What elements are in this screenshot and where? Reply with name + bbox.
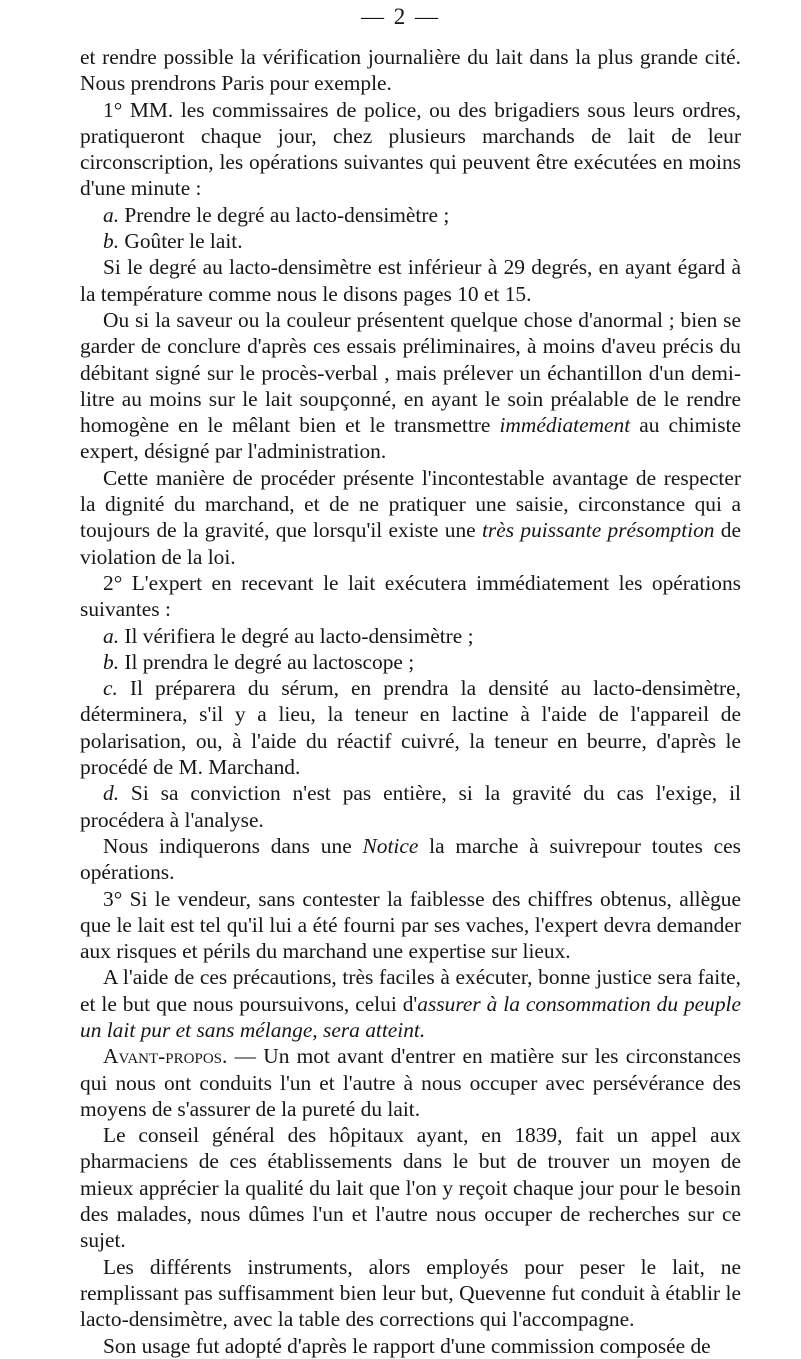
text-run: A l'aide de ces précautions, très faciles à exécuter, bonne justice sera faite, et le but que nous poursuivons, celui d' xyxy=(80,965,741,1016)
text-run: Les différents instruments, alors employés pour peser le lait, ne remplissant pas suffisamment bien leur but, Quevenne fut conduit à établir le lacto-densimètre, avec la table des corrections qui l'accompagne. xyxy=(80,1254,741,1332)
paragraph xyxy=(80,465,741,570)
paragraph xyxy=(80,833,741,886)
text-run: et rendre possible la vérification journalière du lait dans la plus grande cité. Nous prendrons Paris pour exemple. xyxy=(80,45,741,96)
paragraph xyxy=(80,964,741,1043)
paragraph xyxy=(80,97,741,202)
paragraph xyxy=(80,675,741,780)
italic-text: b. xyxy=(103,229,120,254)
italic-text: a. xyxy=(103,202,120,227)
text-run: Son usage fut adopté d'après le rapport d'une commission composée de xyxy=(103,1333,711,1358)
italic-text: Notice xyxy=(362,833,419,858)
paragraph xyxy=(80,307,741,465)
text-run: Il prendra le degré au lactoscope ; xyxy=(119,649,415,674)
paragraph xyxy=(80,623,741,649)
paragraph xyxy=(80,1122,741,1253)
text-run: la marche à suivrepour toutes ces opérations. xyxy=(80,833,741,885)
text-run: Il préparera du sérum, en prendra la densité au lacto-densimètre, déterminera, s'il y a lieu, la teneur en lactine à l'aide de l'appareil de polarisation, ou, à l'aide du réactif cuivré, la teneur en beurre, d'après le procédé de M. Marchand. xyxy=(80,676,741,780)
paragraph xyxy=(80,44,741,97)
italic-text: a. xyxy=(103,623,120,648)
italic-text: d. xyxy=(103,781,120,806)
italic-text: c. xyxy=(103,676,118,701)
italic-text: b. xyxy=(103,649,120,674)
paragraph xyxy=(80,780,741,833)
small-caps-heading: Avant-propos. xyxy=(103,1044,228,1069)
text-run: au chimiste expert, désigné par l'administration. xyxy=(80,413,741,464)
paragraph xyxy=(80,1043,741,1122)
text-run: Le conseil général des hôpitaux ayant, en 1839, fait un appel aux pharmaciens de ces établissements dans le but de trouver un moyen de mieux apprécier la qualité du lait que l'on y reçoit chaque jour pour le besoin des malades, nous dûmes l'un et l'autre nous occuper de recherches sur ce sujet. xyxy=(80,1123,741,1253)
paragraph xyxy=(80,570,741,623)
paragraph xyxy=(80,228,741,254)
text-run: Si le degré au lacto-densimètre est inférieur à 29 degrés, en ayant égard à la température comme nous le disons pages 10 et 15. xyxy=(80,255,741,306)
paragraph xyxy=(80,886,741,965)
italic-text: assurer à la consommation du peuple un lait pur et sans mélange, sera atteint. xyxy=(80,991,741,1042)
text-run: 3° Si le vendeur, sans contester la faiblesse des chiffres obtenus, allègue que le lait est tel qu'il lui a été fourni par ses vaches, l'expert devra demander aux risques et périls du marchand une expertise sur lieux. xyxy=(80,886,741,964)
body-text xyxy=(80,44,741,1359)
text-run: Si sa conviction n'est pas entière, si la gravité du cas l'exige, il procédera à l'analyse. xyxy=(80,781,741,832)
paragraph xyxy=(80,254,741,307)
italic-text: immédiatement xyxy=(499,413,631,438)
text-run: de violation de la loi. xyxy=(80,518,742,569)
page-number: — 2 — xyxy=(361,4,440,29)
text-run: Ou si la saveur ou la couleur présentent quelque chose d'anormal ; bien se garder de conclure d'après ces essais préliminaires, à moins d'aveu précis du débitant signé sur le procès-verbal , mais prélever un échantillon d'un demi-litre au moins sur le lait soupçonné, en ayant le soin préalable de le rendre homogène en le mêlant bien et le transmettre xyxy=(80,307,741,438)
text-run: Il vérifiera le degré au lacto-densimètre ; xyxy=(119,623,474,648)
text-run: Cette manière de procéder présente l'incontestable avantage de respecter la dignité du marchand, et de ne pratiquer une saisie, circonstance qui a toujours de la gravité, que lorsqu'il existe une xyxy=(80,465,741,543)
paragraph xyxy=(80,1333,741,1359)
text-run: Nous indiquerons dans une xyxy=(103,833,363,858)
text-run: 2° L'expert en recevant le lait exécutera immédiatement les opérations suivantes : xyxy=(80,570,741,622)
paragraph xyxy=(80,649,741,675)
text-run: — Un mot avant d'entrer en matière sur les circonstances qui nous ont conduits l'un et l'autre à nous occuper avec persévérance des moyens de s'assurer de la pureté du lait. xyxy=(80,1044,741,1121)
text-run: Goûter le lait. xyxy=(119,229,243,254)
paragraph xyxy=(80,1254,741,1333)
text-run: Prendre le degré au lacto-densimètre ; xyxy=(119,202,450,227)
text-run: 1° MM. les commissaires de police, ou des brigadiers sous leurs ordres, pratiqueront chaque jour, chez plusieurs marchands de lait de leur circonscription, les opérations suivantes qui peuvent être exécutées en moins d'une minute : xyxy=(80,97,741,201)
paragraph xyxy=(80,202,741,228)
italic-text: très puissante présomption xyxy=(481,518,715,543)
